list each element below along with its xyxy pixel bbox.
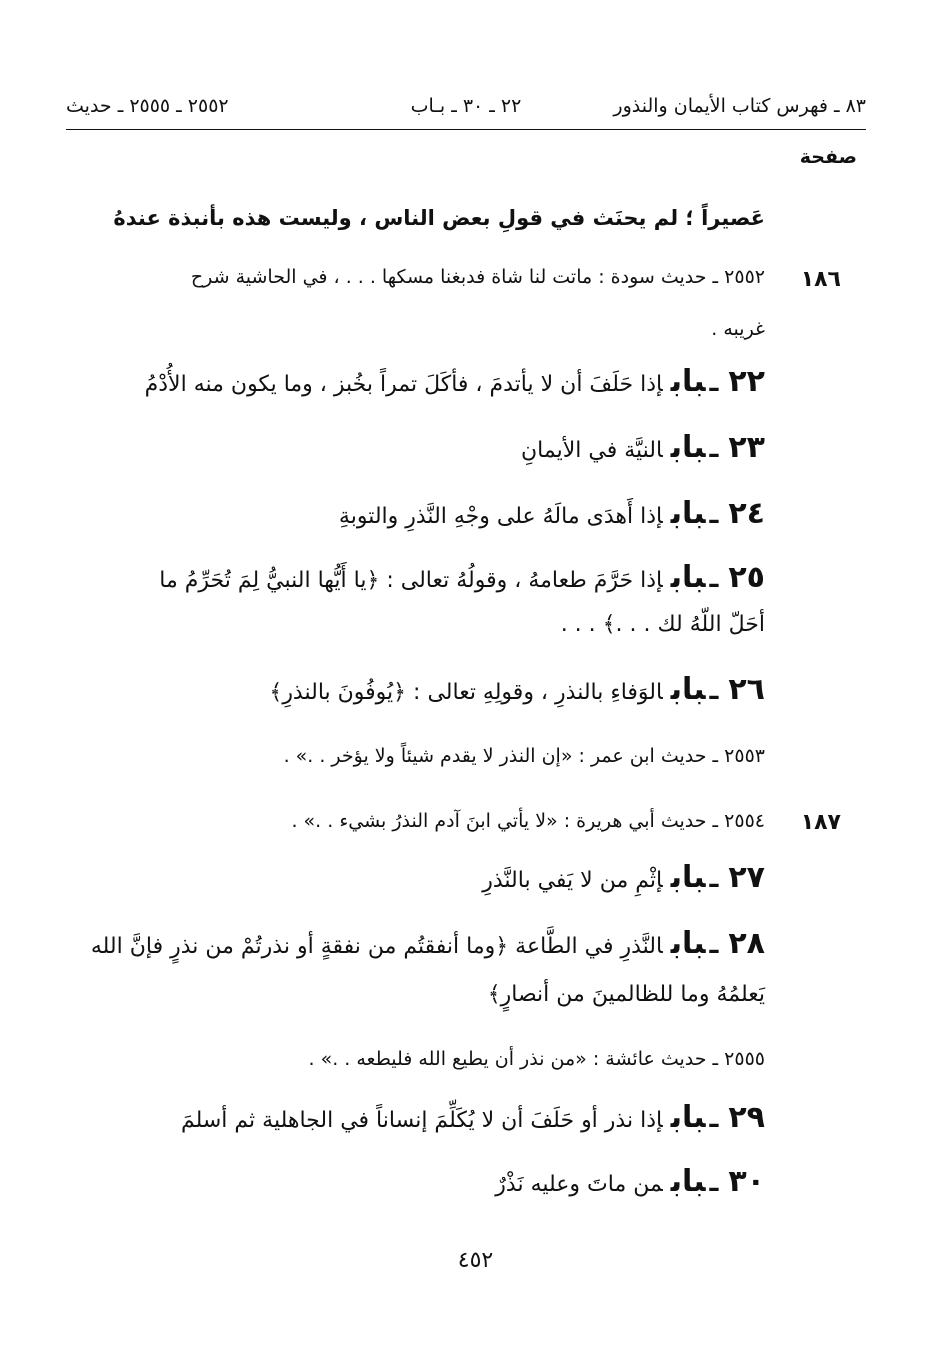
chapter-number: ٢٥ — [728, 560, 765, 595]
header-chapter-range: ٢٢ ـ ٣٠ ـ بـاب — [410, 95, 522, 117]
chapter-bab: باب — [670, 560, 706, 595]
chapter-number: ٢٢ — [728, 364, 765, 399]
chapter-bab: باب — [670, 860, 706, 895]
chapter-bab: باب — [670, 672, 706, 707]
chapter-number: ٢٨ — [728, 926, 765, 961]
chapter-bab: باب — [670, 926, 706, 961]
chapter-title: النَّذرِ في الطَّاعة ﴿وما أنفقتُم من نفقةٍ أو نذرتُمْ من نذرٍ فإنَّ الله — [90, 934, 663, 959]
running-header — [66, 95, 866, 130]
chapter-title: الوَفاءِ بالنذرِ ، وقولِهِ تعالى : ﴿يُوفُونَ بالنذرِ﴾ — [269, 680, 663, 705]
chapter-title: من ماتَ وعليه نَذْرٌ — [495, 1172, 663, 1197]
chapter-number: ٢٤ — [728, 496, 765, 531]
chapter-25: ٢٥ـبابإذا حَرَّمَ طعامهُ ، وقولُهُ تعالى : ﴿يا أَيُّها النبيُّ لِمَ تُحَرِّمُ ما — [159, 560, 765, 595]
chapter-29: ٢٩ـبابإذا نذر أو حَلَفَ أن لا يُكَلِّمَ إنساناً في الجاهلية ثم أسلمَ — [180, 1100, 765, 1135]
chapter-25-continued: أحَلّ اللّهُ لك . . .﴾ . . . — [560, 612, 765, 637]
chapter-bab: باب — [670, 364, 706, 399]
header-hadith-range: ٢٥٥٢ ـ ٢٥٥٥ ـ حديث — [66, 95, 229, 117]
chapter-bab: باب — [670, 1100, 706, 1135]
hadith-2553: ٢٥٥٣ ـ حديث ابن عمر : «إن النذر لا يقدم شيئاً ولا يؤخر . .» . — [283, 745, 765, 767]
chapter-number: ٢٦ — [728, 672, 765, 707]
hadith-2552-continued: غريبه . — [711, 318, 765, 340]
chapter-title: إذا حَرَّمَ طعامهُ ، وقولُهُ تعالى : ﴿يا أَيُّها النبيُّ لِمَ تُحَرِّمُ ما — [159, 568, 663, 593]
page-number: ٤٥٢ — [457, 1248, 494, 1273]
chapter-bab: باب — [670, 1164, 706, 1199]
chapter-bab: باب — [670, 430, 706, 465]
chapter-22: ٢٢ـبابإذا حَلَفَ أن لا يأتدمَ ، فأكَلَ تمراً بخُبز ، وما يكون منه الأُدْمُ — [144, 364, 765, 399]
chapter-24: ٢٤ـبابإذا أَهدَى مالَهُ على وجْهِ النَّذرِ والتوبةِ — [338, 496, 765, 531]
hadith-2555: ٢٥٥٥ ـ حديث عائشة : «من نذر أن يطيع الله فليطعه . .» . — [308, 1048, 765, 1070]
chapter-30: ٣٠ـبابمن ماتَ وعليه نَذْرٌ — [495, 1164, 765, 1199]
page-ref-186: ١٨٦ — [800, 267, 841, 292]
chapter-title: إذا نذر أو حَلَفَ أن لا يُكَلِّمَ إنساناً في الجاهلية ثم أسلمَ — [180, 1108, 663, 1133]
chapter-28: ٢٨ـبابالنَّذرِ في الطَّاعة ﴿وما أنفقتُم من نفقةٍ أو نذرتُمْ من نذرٍ فإنَّ الله — [90, 926, 765, 961]
chapter-title: إذا أَهدَى مالَهُ على وجْهِ النَّذرِ والتوبةِ — [338, 504, 663, 529]
chapter-title: إذا حَلَفَ أن لا يأتدمَ ، فأكَلَ تمراً بخُبز ، وما يكون منه الأُدْمُ — [144, 372, 663, 397]
chapter-bab: باب — [670, 496, 706, 531]
chapter-number: ٢٧ — [728, 860, 765, 895]
page-ref-187: ١٨٧ — [800, 810, 841, 835]
text-line: عَصيراً ؛ لم يحنَث في قولِ بعض الناس ، وليست هذه بأنبذة عندهُ — [113, 206, 765, 230]
page-column-label: صفحة — [799, 146, 857, 168]
hadith-2554: ٢٥٥٤ ـ حديث أبي هريرة : «لا يأتي ابنَ آدم النذرُ بشيء . .» . — [291, 810, 765, 832]
chapter-27: ٢٧ـبابإثْمِ من لا يَفي بالنَّذرِ — [482, 860, 765, 895]
header-book-title: ٨٣ ـ فهرس كتاب الأيمان والنذور — [613, 95, 866, 117]
chapter-number: ٢٩ — [728, 1100, 765, 1135]
hadith-2552: ٢٥٥٢ ـ حديث سودة : ماتت لنا شاة فدبغنا مسكها . . . ، في الحاشية شرح — [190, 266, 765, 288]
chapter-28-continued: يَعلمُهُ وما للظالمينَ من أنصارٍ﴾ — [487, 982, 765, 1007]
chapter-number: ٣٠ — [728, 1164, 765, 1199]
chapter-23: ٢٣ـبابالنيَّة في الأيمانِ — [521, 430, 765, 465]
chapter-26: ٢٦ـبابالوَفاءِ بالنذرِ ، وقولِهِ تعالى : ﴿يُوفُونَ بالنذرِ﴾ — [269, 672, 765, 707]
chapter-title: النيَّة في الأيمانِ — [521, 438, 663, 463]
chapter-number: ٢٣ — [728, 430, 765, 465]
chapter-title: إثْمِ من لا يَفي بالنَّذرِ — [482, 868, 663, 893]
